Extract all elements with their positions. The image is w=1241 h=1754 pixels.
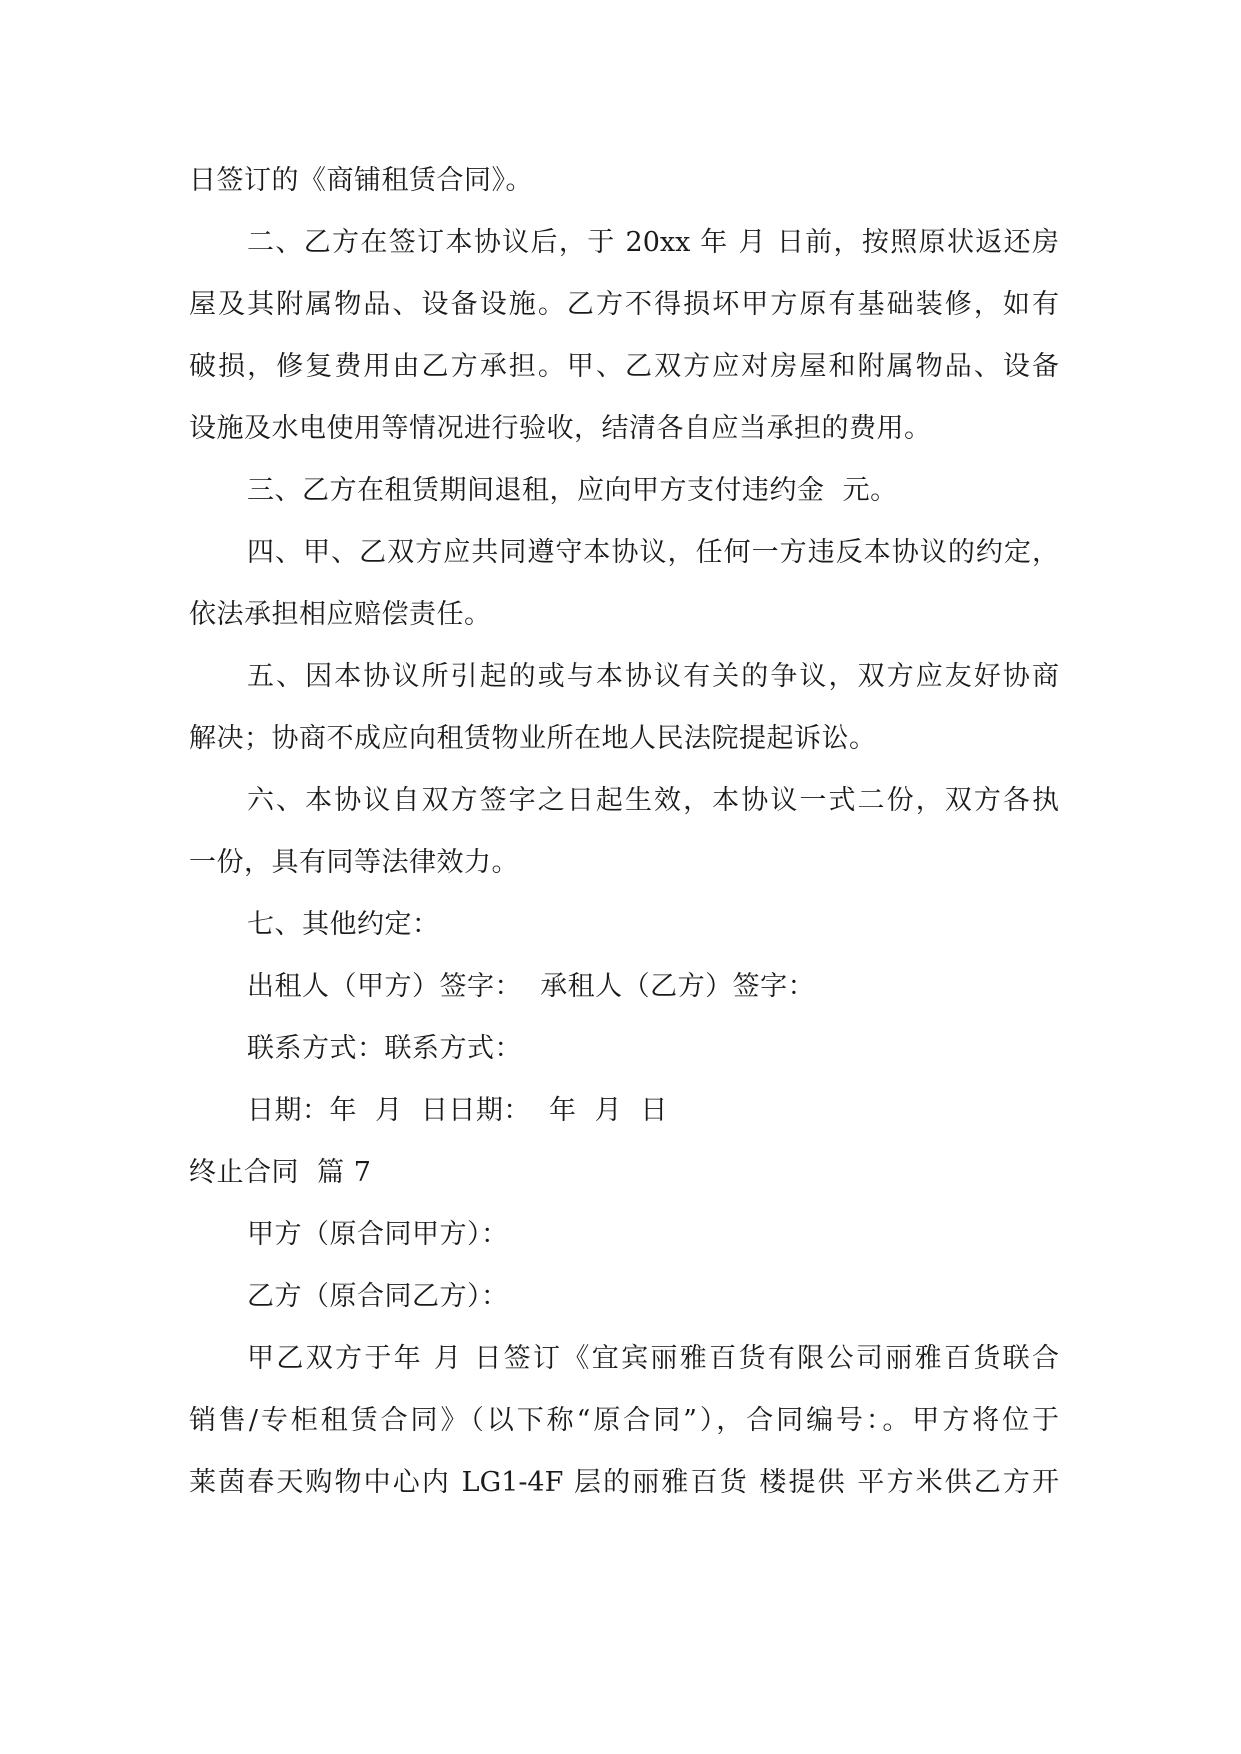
signature-line: 出租人（甲方）签字： 承租人（乙方）签字： bbox=[247, 971, 816, 1002]
text-line: 设施及水电使用等情况进行验收，结清各自应当承担的费用。 bbox=[189, 413, 932, 444]
document-page bbox=[189, 150, 1059, 1514]
paragraph-line: 五、因本协议所引起的或与本协议有关的争议，双方应友好协商 bbox=[247, 661, 1059, 692]
paragraph-line: 二、乙方在签订本协议后，于 20xx 年 月 日前，按照原状返还房 bbox=[247, 227, 1059, 258]
text-line: 依法承担相应赔偿责任。 bbox=[189, 599, 492, 630]
party-a-line: 甲方（原合同甲方）： bbox=[247, 1219, 509, 1250]
paragraph-line: 七、其他约定： bbox=[247, 909, 440, 940]
text-line: 销售/专柜租赁合同》（以下称“原合同”），合同编号：。甲方将位于 bbox=[189, 1405, 1059, 1436]
text-line: 一份，具有同等法律效力。 bbox=[189, 847, 519, 878]
paragraph-line: 三、乙方在租赁期间退租，应向甲方支付违约金 元。 bbox=[247, 475, 898, 506]
text-line: 日签订的《商铺租赁合同》。 bbox=[189, 165, 533, 196]
text-line: 破损，修复费用由乙方承担。甲、乙双方应对房屋和附属物品、设备 bbox=[189, 351, 1059, 382]
party-b-line: 乙方（原合同乙方）： bbox=[247, 1281, 509, 1312]
contact-line: 联系方式：联系方式： bbox=[247, 1033, 522, 1064]
paragraph-line: 四、甲、乙双方应共同遵守本协议，任何一方违反本协议的约定， bbox=[247, 537, 1059, 568]
date-line: 日期：年 月 日日期： 年 月 日 bbox=[247, 1095, 668, 1126]
section-heading: 终止合同 篇 7 bbox=[189, 1157, 372, 1188]
text-line: 莱茵春天购物中心内 LG1-4F 层的丽雅百货 楼提供 平方米供乙方开 bbox=[189, 1467, 1059, 1498]
paragraph-line: 甲乙双方于年 月 日签订《宜宾丽雅百货有限公司丽雅百货联合 bbox=[247, 1343, 1059, 1374]
text-line: 解决；协商不成应向租赁物业所在地人民法院提起诉讼。 bbox=[189, 723, 877, 754]
paragraph-line: 六、本协议自双方签字之日起生效，本协议一式二份，双方各执 bbox=[247, 785, 1059, 816]
text-line: 屋及其附属物品、设备设施。乙方不得损坏甲方原有基础装修，如有 bbox=[189, 289, 1059, 320]
